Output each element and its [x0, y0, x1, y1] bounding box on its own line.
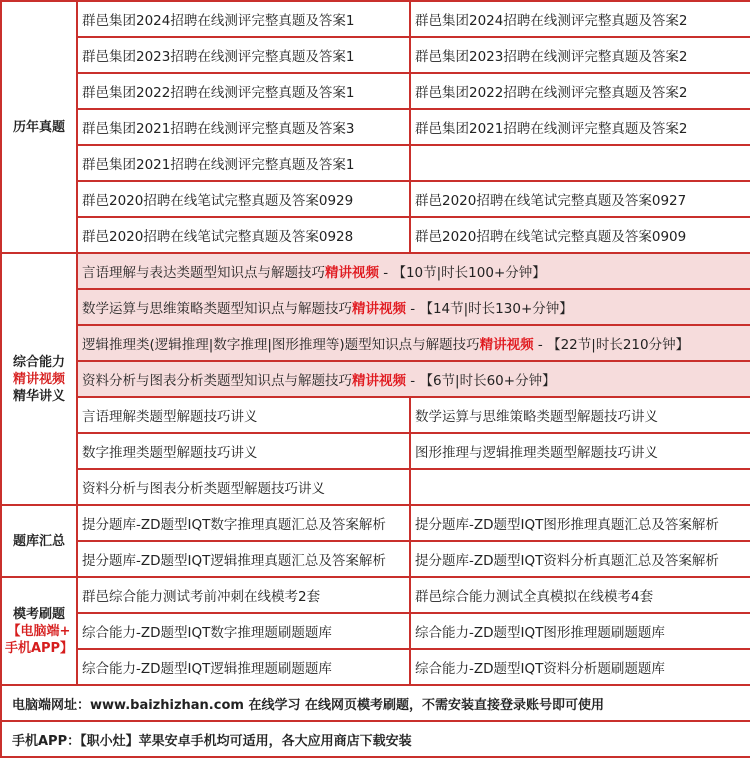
mock-category-label — [2, 578, 76, 684]
mock-link[interactable]: 群邑综合能力测试全真模拟在线模考4套 — [411, 578, 750, 612]
table-row — [2, 254, 750, 288]
history-link[interactable]: 群邑集团2023招聘在线测评完整真题及答案1 — [78, 38, 409, 72]
notes-link[interactable]: 数学运算与思维策略类题型解题技巧讲义 — [411, 398, 750, 432]
mock-label-line3: 手机APP】 — [4, 640, 74, 656]
empty-cell — [411, 470, 750, 504]
history-link[interactable]: 群邑2020招聘在线笔试完整真题及答案0909 — [411, 218, 750, 252]
history-link[interactable]: 群邑2020招聘在线笔试完整真题及答案0929 — [78, 182, 409, 216]
ability-category-label — [2, 254, 76, 504]
table-row — [2, 506, 750, 540]
table-row — [2, 146, 750, 180]
video-course-title: 数学运算与思维策略类题型知识点与解题技巧 — [82, 301, 352, 317]
video-course-meta: - 【10节|时长100+分钟】 — [379, 265, 546, 281]
mock-link[interactable]: 综合能力-ZD题型IQT数字推理题刷题题库 — [78, 614, 409, 648]
table-row — [2, 290, 750, 324]
mock-link[interactable]: 群邑综合能力测试考前冲刺在线模考2套 — [78, 578, 409, 612]
notes-link[interactable]: 资料分析与图表分析类题型解题技巧讲义 — [78, 470, 409, 504]
history-link[interactable]: 群邑集团2022招聘在线测评完整真题及答案2 — [411, 74, 750, 108]
video-course-link[interactable] — [78, 254, 750, 288]
table-row — [2, 74, 750, 108]
ability-label-line2: 精讲视频 — [12, 371, 65, 387]
notes-link[interactable]: 数字推理类题型解题技巧讲义 — [78, 434, 409, 468]
video-course-meta: - 【14节|时长130+分钟】 — [406, 301, 573, 317]
video-course-title: 言语理解与表达类题型知识点与解题技巧 — [82, 265, 325, 281]
bank-category-label: 题库汇总 — [2, 506, 76, 576]
mock-link[interactable]: 综合能力-ZD题型IQT逻辑推理题刷题题库 — [78, 650, 409, 684]
mock-link[interactable]: 综合能力-ZD题型IQT图形推理题刷题题库 — [411, 614, 750, 648]
history-link[interactable]: 群邑集团2021招聘在线测评完整真题及答案1 — [78, 146, 409, 180]
pc-site-info: 电脑端网址：www.baizhizhan.com 在线学习 在线网页模考刷题，不需安装直接登录账号即可使用 — [2, 686, 750, 720]
mock-label-line1: 模考刷题 — [12, 606, 65, 622]
table-row — [2, 722, 750, 756]
video-tag: 精讲视频 — [352, 373, 406, 389]
table-row — [2, 218, 750, 252]
table-row — [2, 38, 750, 72]
history-link[interactable]: 群邑2020招聘在线笔试完整真题及答案0928 — [78, 218, 409, 252]
bank-link[interactable]: 提分题库-ZD题型IQT图形推理真题汇总及答案解析 — [411, 506, 750, 540]
video-tag: 精讲视频 — [325, 265, 379, 281]
mock-label-line2: 【电脑端+ — [7, 623, 71, 639]
table-row — [2, 2, 750, 36]
history-link[interactable]: 群邑集团2022招聘在线测评完整真题及答案1 — [78, 74, 409, 108]
bank-link[interactable]: 提分题库-ZD题型IQT逻辑推理真题汇总及答案解析 — [78, 542, 409, 576]
history-link[interactable]: 群邑集团2024招聘在线测评完整真题及答案2 — [411, 2, 750, 36]
video-course-link[interactable] — [78, 326, 750, 360]
history-link[interactable]: 群邑集团2024招聘在线测评完整真题及答案1 — [78, 2, 409, 36]
table-row — [2, 578, 750, 612]
table-row — [2, 326, 750, 360]
notes-link[interactable]: 言语理解类题型解题技巧讲义 — [78, 398, 409, 432]
history-link[interactable]: 群邑2020招聘在线笔试完整真题及答案0927 — [411, 182, 750, 216]
table-row — [2, 362, 750, 396]
table-row — [2, 614, 750, 648]
video-tag: 精讲视频 — [479, 337, 534, 353]
video-tag: 精讲视频 — [352, 301, 406, 317]
table-row — [2, 110, 750, 144]
bank-link[interactable]: 提分题库-ZD题型IQT资料分析真题汇总及答案解析 — [411, 542, 750, 576]
table-row — [2, 434, 750, 468]
video-course-title: 逻辑推理类(逻辑推理|数字推理|图形推理等)题型知识点与解题技巧 — [82, 337, 480, 353]
video-course-title: 资料分析与图表分析类题型知识点与解题技巧 — [82, 373, 352, 389]
table-row — [2, 470, 750, 504]
video-course-link[interactable] — [78, 362, 750, 396]
video-course-meta: - 【6节|时长60+分钟】 — [406, 373, 556, 389]
table-row — [2, 686, 750, 720]
history-link[interactable]: 群邑集团2021招聘在线测评完整真题及答案3 — [78, 110, 409, 144]
table-row — [2, 542, 750, 576]
video-course-meta: - 【22节|时长210分钟】 — [533, 337, 690, 353]
history-link[interactable]: 群邑集团2023招聘在线测评完整真题及答案2 — [411, 38, 750, 72]
table-row — [2, 182, 750, 216]
table-row — [2, 398, 750, 432]
mock-link[interactable]: 综合能力-ZD题型IQT资料分析题刷题题库 — [411, 650, 750, 684]
bank-link[interactable]: 提分题库-ZD题型IQT数字推理真题汇总及答案解析 — [78, 506, 409, 540]
history-category-label: 历年真题 — [2, 2, 76, 252]
ability-label-line1: 综合能力 — [12, 354, 65, 370]
ability-label-line3: 精华讲义 — [12, 388, 65, 404]
notes-link[interactable]: 图形推理与逻辑推理类题型解题技巧讲义 — [411, 434, 750, 468]
history-link[interactable]: 群邑集团2021招聘在线测评完整真题及答案2 — [411, 110, 750, 144]
mobile-app-info: 手机APP：【职小灶】苹果安卓手机均可适用，各大应用商店下载安装 — [2, 722, 750, 756]
table-row — [2, 650, 750, 684]
empty-cell — [411, 146, 750, 180]
video-course-link[interactable] — [78, 290, 750, 324]
